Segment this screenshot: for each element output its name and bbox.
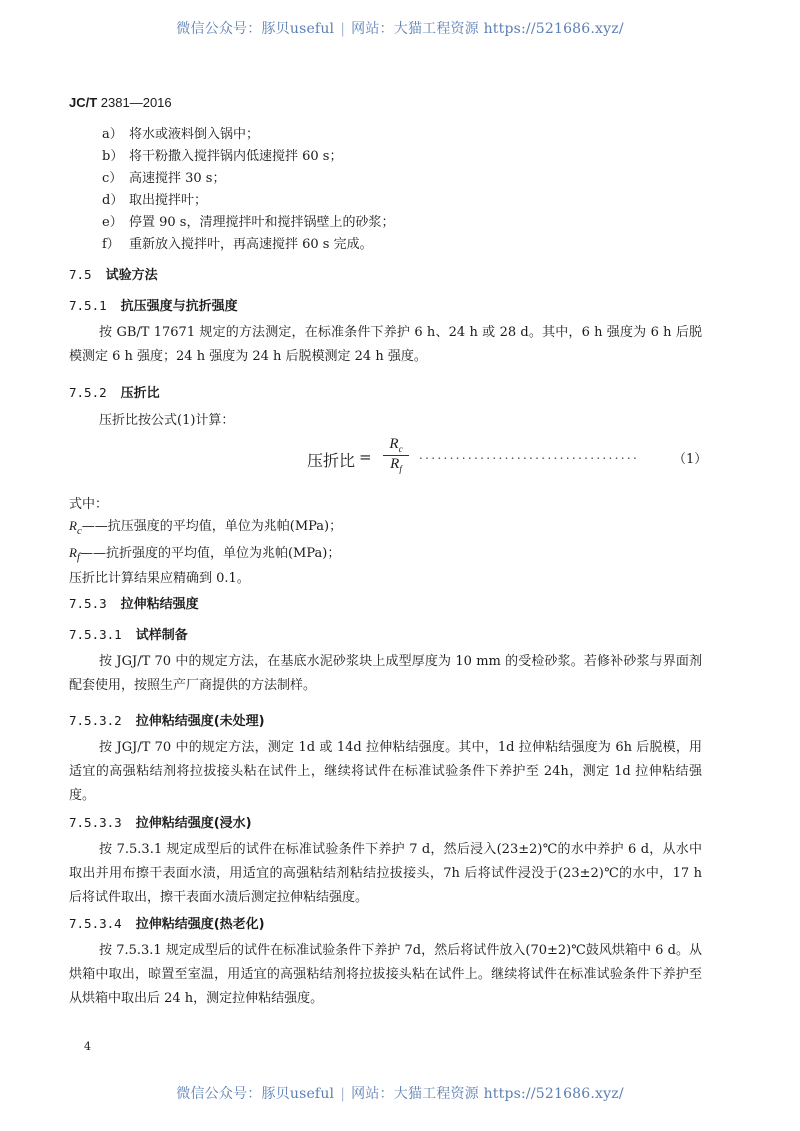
section-number: 7.5.3.1	[69, 627, 122, 642]
section-title: 试样制备	[135, 628, 188, 643]
heading-7-5-3-1	[69, 624, 188, 643]
rc-desc: ——抗压强度的平均值，单位为兆帕(MPa)；	[81, 519, 343, 534]
section-title: 拉伸粘结强度(浸水)	[135, 816, 252, 831]
section-number: 7.5.3.4	[69, 916, 122, 931]
list-marker: e）	[102, 215, 123, 230]
standard-code	[69, 95, 172, 110]
section-title: 拉伸粘结强度(热老化)	[135, 917, 265, 932]
list-marker: a）	[102, 127, 123, 142]
section-number: 7.5.3.2	[69, 713, 122, 728]
heading-7-5-1	[69, 295, 238, 314]
watermark-right: 网站：大猫工程资源 https://521686.xyz/	[351, 1086, 624, 1102]
heading-7-5	[69, 264, 158, 283]
list-text: 将水或液料倒入锅中；	[129, 127, 260, 142]
heading-7-5-3	[69, 593, 199, 612]
section-number: 7.5	[69, 267, 92, 282]
list-marker: f）	[102, 237, 120, 252]
watermark-top	[0, 18, 800, 38]
list-text: 取出搅拌叶；	[129, 193, 208, 208]
list-text: 将干粉撒入搅拌锅内低速搅拌 60 s；	[129, 149, 343, 164]
section-title: 压折比	[120, 386, 160, 401]
where-label: 式中：	[69, 497, 109, 512]
heading-7-5-2	[69, 382, 160, 401]
section-title: 抗压强度与抗折强度	[120, 299, 238, 314]
page-number: 4	[84, 1040, 91, 1053]
list-item	[102, 190, 394, 212]
list-item	[102, 124, 394, 146]
formula-intro: 压折比按公式(1)计算：	[99, 413, 235, 428]
precision-note: 压折比计算结果应精确到 0.1。	[69, 571, 250, 587]
standard-code-prefix: JC/T	[69, 95, 98, 110]
list-text: 重新放入搅拌叶，再高速搅拌 60 s 完成。	[129, 237, 373, 252]
list-text: 停置 90 s，清理搅拌叶和搅拌锅壁上的砂浆；	[129, 215, 395, 230]
section-number: 7.5.3.3	[69, 815, 122, 830]
list-marker: d）	[102, 193, 124, 208]
list-item	[102, 146, 394, 168]
equation-number: （1）	[673, 452, 708, 467]
paragraph-7-5-3-2: 按 JGJ/T 70 中的规定方法，测定 1d 或 14d 拉伸粘结强度。其中，1d 拉伸粘结强度为 6h 后脱模，用适宜的高强粘结剂将拉拔接头粘在试件上，继续将试件在标准试验条件下养护至 24h，测定 1d 拉伸粘结强度。	[69, 740, 702, 803]
leader-dots: ....................................	[419, 448, 640, 462]
rf-var: R	[69, 544, 77, 560]
where-rf	[69, 542, 342, 569]
mixing-steps-list	[102, 124, 394, 256]
rc-sub: c	[76, 524, 82, 537]
heading-7-5-3-4	[69, 913, 265, 932]
fraction-numerator	[383, 436, 409, 456]
paragraph-7-5-3-4: 按 7.5.3.1 规定成型后的试件在标准试验条件下养护 7d，然后将试件放入(70±2)℃鼓风烘箱中 6 d。从烘箱中取出，晾置至室温，用适宜的高强粘结剂将拉拔接头粘在试件上。继续将试件在标准试验条件下养护至从烘箱中取出后 24 h，测定拉伸粘结强度。	[69, 943, 702, 1006]
section-number: 7.5.3	[69, 596, 107, 611]
list-marker: b）	[102, 149, 124, 164]
watermark-left: 微信公众号：豚贝useful	[176, 1086, 335, 1102]
numerator-sub: c	[398, 444, 403, 454]
rc-var: R	[69, 518, 77, 533]
rf-sub: f	[76, 551, 80, 564]
watermark-bottom	[0, 1083, 800, 1103]
paragraph-7-5-3-1: 按 JGJ/T 70 中的规定方法，在基底水泥砂浆块上成型厚度为 10 mm 的受检砂浆。若修补砂浆与界面剂配套使用，按照生产厂商提供的方法制样。	[69, 654, 702, 693]
list-item	[102, 234, 394, 256]
watermark-separator: |	[340, 1086, 346, 1102]
paragraph-7-5-1: 按 GB/T 17671 规定的方法测定，在标准条件下养护 6 h、24 h 或 28 d。其中，6 h 强度为 6 h 后脱模测定 6 h 强度；24 h 强度为 24 h 后脱模测定 24 h 强度。	[69, 325, 702, 364]
watermark-separator: |	[340, 21, 346, 37]
section-title: 拉伸粘结强度	[120, 597, 199, 612]
section-number: 7.5.2	[69, 385, 107, 400]
denominator-sub: f	[399, 464, 402, 474]
numerator-var: R	[389, 436, 399, 452]
denominator-var: R	[390, 456, 400, 472]
formula-lhs: 压折比	[307, 451, 356, 470]
list-text: 高速搅拌 30 s；	[129, 171, 226, 186]
where-block	[69, 494, 342, 589]
standard-code-number: 2381—2016	[100, 95, 172, 110]
watermark-right: 网站：大猫工程资源 https://521686.xyz/	[351, 21, 624, 37]
formula-1	[307, 436, 708, 485]
formula-equals: =	[359, 448, 372, 466]
fraction-denominator	[390, 456, 402, 472]
heading-7-5-3-2	[69, 710, 265, 729]
watermark-left: 微信公众号：豚贝useful	[176, 21, 335, 37]
formula-fraction	[383, 436, 409, 474]
list-marker: c）	[102, 171, 123, 186]
section-title: 试验方法	[105, 268, 158, 283]
list-item	[102, 168, 394, 190]
list-item	[102, 212, 394, 234]
section-title: 拉伸粘结强度(未处理)	[135, 714, 265, 729]
heading-7-5-3-3	[69, 812, 252, 831]
section-number: 7.5.1	[69, 298, 107, 313]
rf-desc: ——抗折强度的平均值，单位为兆帕(MPa)；	[79, 545, 341, 561]
where-rc	[69, 515, 342, 542]
paragraph-7-5-3-3: 按 7.5.3.1 规定成型后的试件在标准试验条件下养护 7 d，然后浸入(23±2)℃的水中养护 6 d，从水中取出并用布擦干表面水渍，用适宜的高强粘结剂粘结拉拔接头，7h 后将试件浸没于(23±2)℃的水中，17 h 后将试件取出，擦干表面水渍后测定拉伸粘结强度。	[69, 842, 702, 905]
